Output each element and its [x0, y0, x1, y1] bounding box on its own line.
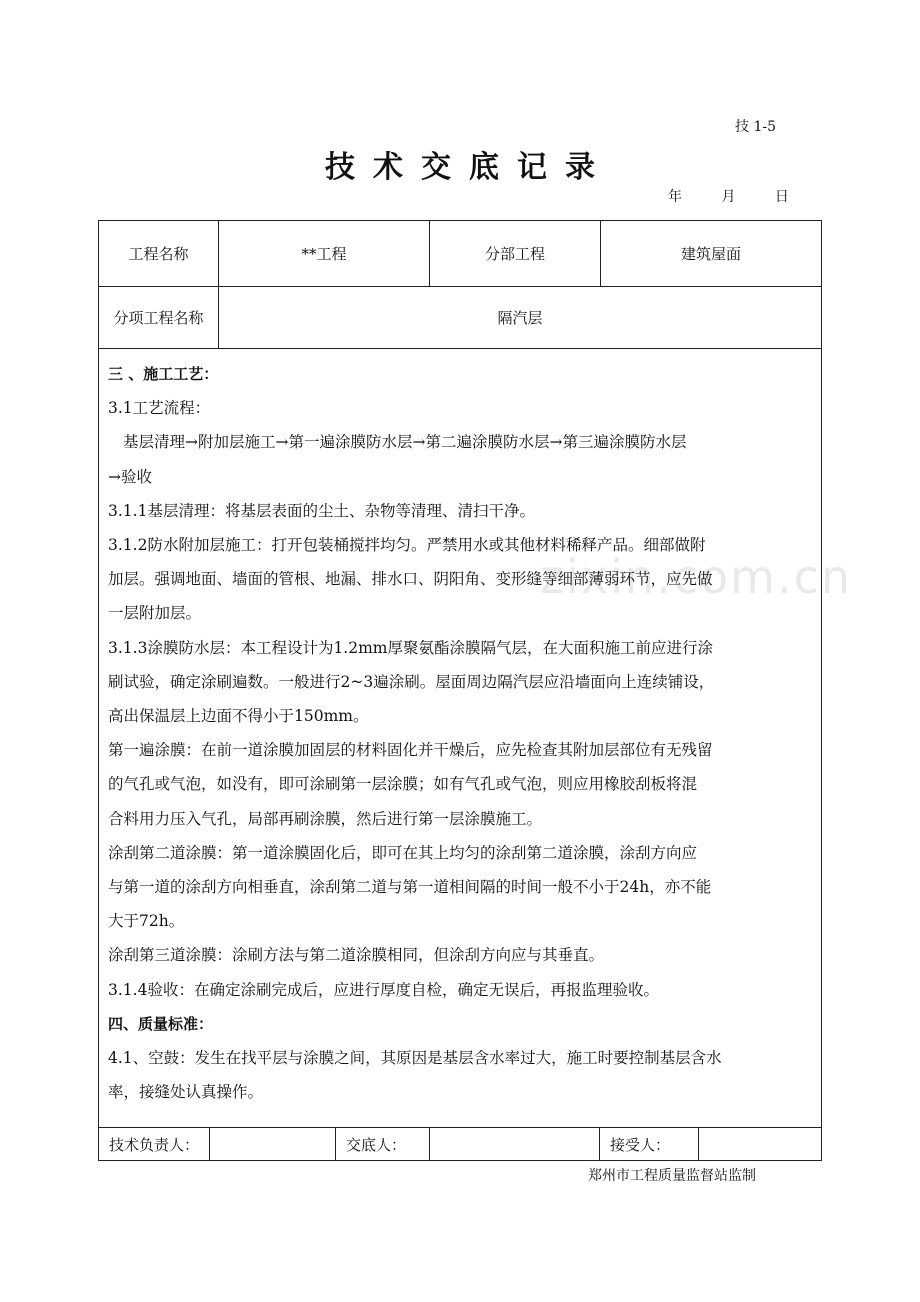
project-name-label: 工程名称 [99, 221, 219, 286]
receiver-signature [699, 1128, 821, 1160]
content-line: 3.1.2防水附加层施工：打开包装桶搅拌均匀。严禁用水或其他材料稀释产品。细部做附 [108, 536, 706, 555]
date-day-label: 日 [774, 189, 789, 205]
content-line: 3.1工艺流程： [108, 399, 211, 418]
presenter-signature [430, 1128, 600, 1160]
section-heading: 三 、施工工艺： [108, 365, 219, 383]
division-label: 分部工程 [430, 221, 601, 286]
date-row [668, 186, 789, 206]
content-line: 3.1.1基层清理：将基层表面的尘土、杂物等清理、清扫干净。 [108, 501, 535, 520]
content-line: 加层。强调地面、墙面的管根、地漏、排水口、阴阳角、变形缝等细部薄弱环节，应先做 [108, 570, 713, 589]
watermark: zixin.com.cn [540, 550, 853, 604]
header-row-subitem [99, 287, 821, 349]
receiver-label: 接受人： [600, 1128, 699, 1160]
content-line: 大于72h。 [108, 912, 185, 931]
content-line: 涂刮第二道涂膜：第一道涂膜固化后，即可在其上均匀的涂刮第二道涂膜，涂刮方向应 [108, 843, 698, 862]
project-name-value: **工程 [219, 221, 430, 286]
content-line: 率，接缝处认真操作。 [108, 1083, 264, 1102]
content-line: 刷试验，确定涂刷遍数。一般进行2~3遍涂刷。屋面周边隔汽层应沿墙面向上连续铺设， [108, 672, 715, 691]
content-line: 4.1、空鼓：发生在找平层与涂膜之间，其原因是基层含水率过大，施工时要控制基层含水 [108, 1049, 722, 1068]
content-cell [99, 349, 821, 1128]
subitem-value: 隔汽层 [497, 309, 543, 327]
subitem-label: 分项工程名称 [99, 287, 219, 348]
tech-lead-signature [210, 1128, 336, 1160]
date-year-label: 年 [668, 189, 682, 205]
division-value: 建筑屋面 [680, 245, 741, 263]
content-text [108, 357, 818, 1109]
form-code: 技 1-5 [735, 119, 776, 135]
content-line: 3.1.4验收：在确定涂刷完成后，应进行厚度自检，确定无误后，再报监理验收。 [108, 980, 659, 999]
content-line: 第一遍涂膜：在前一道涂膜加固层的材料固化并干燥后，应先检查其附加层部位有无残留 [108, 741, 713, 760]
content-line: 基层清理→附加层施工→第一遍涂膜防水层→第二遍涂膜防水层→第三遍涂膜防水层 [123, 433, 687, 452]
section-heading: 四、质量标准： [108, 1014, 214, 1033]
content-line: 3.1.3涂膜防水层：本工程设计为1.2mm厚聚氨酯涂膜隔气层，在大面积施工前应进行涂 [108, 638, 713, 657]
tech-lead-label: 技术负责人： [99, 1128, 210, 1160]
content-line: 高出保温层上边面不得小于150mm。 [108, 707, 369, 726]
content-line: 的气孔或气泡，如没有，即可涂刷第一层涂膜；如有气孔或气泡，则应用橡胶刮板将混 [108, 775, 698, 794]
presenter-label: 交底人： [336, 1128, 430, 1160]
header-row-project [99, 221, 821, 287]
content-line: 一层附加层。 [108, 604, 202, 623]
footer-note: 郑州市工程质量监督站监制 [588, 1168, 756, 1184]
record-table [98, 220, 822, 1161]
content-line: 与第一道的涂刮方向相垂直，涂刮第二道与第一道相间隔的时间一般不小于24h，亦不能 [108, 878, 712, 897]
date-month-label: 月 [721, 189, 736, 205]
content-line: 涂刮第三道涂膜：涂刷方法与第二道涂膜相同，但涂刮方向应与其垂直。 [108, 946, 605, 965]
content-line: →验收 [108, 467, 152, 486]
content-line: 合料用力压入气孔，局部再刷涂膜，然后进行第一层涂膜施工。 [108, 809, 543, 828]
signature-row [99, 1128, 821, 1160]
document-title: 技术交底记录 [325, 150, 613, 185]
